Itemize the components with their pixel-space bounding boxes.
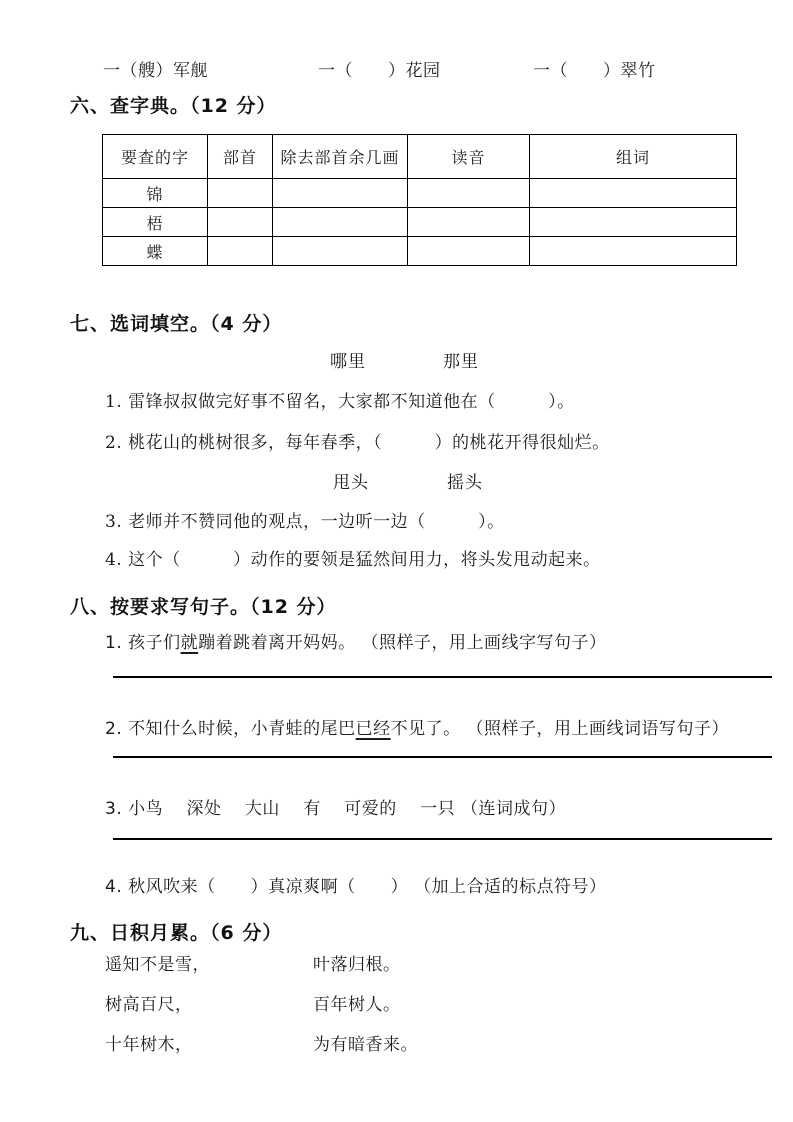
- question-8-3: 3. 小鸟 深处 大山 有 可爱的 一只 （连词成句）: [105, 799, 567, 819]
- answer-cell: [408, 237, 530, 266]
- question-7-4: 4. 这个（ ）动作的要领是猛然间用力，将头发甩动起来。: [105, 550, 601, 570]
- section-seven-heading: 七、选词填空。（4 分）: [70, 313, 283, 335]
- header-radical: 部首: [208, 135, 273, 179]
- poem-line-right-2: 百年树人。: [313, 995, 401, 1015]
- character-cell: 锦: [103, 179, 208, 208]
- question-8-2-post: 不见了。 （照样子，用上画线词语写句子）: [390, 719, 730, 739]
- dictionary-lookup-table: [102, 134, 737, 266]
- character-cell: 蝶: [103, 237, 208, 266]
- answer-cell: [530, 179, 737, 208]
- poem-line-left-2: 树高百尺，: [105, 995, 193, 1015]
- section-six-heading: 六、查字典。（12 分）: [70, 95, 277, 117]
- quantifier-item-garden: 一（ ）花园: [318, 61, 441, 81]
- poem-line-right-3: 为有暗香来。: [313, 1035, 418, 1055]
- quantifier-item-bamboo: 一（ ）翠竹: [533, 61, 656, 81]
- header-remaining-strokes: 除去部首余几画: [273, 135, 408, 179]
- answer-cell: [273, 179, 408, 208]
- question-8-2-pre: 2. 不知什么时候，小青蛙的尾巴: [105, 719, 356, 739]
- word-bank-word-yaotou: 摇头: [447, 473, 483, 493]
- character-cell: 梧: [103, 208, 208, 237]
- poem-line-right-1: 叶落归根。: [313, 955, 401, 975]
- question-8-2-underlined-word: 已经: [355, 719, 391, 739]
- answer-line-3: [113, 838, 772, 840]
- question-8-1-pre: 1. 孩子们: [105, 633, 181, 653]
- poem-line-left-1: 遥知不是雪，: [105, 955, 210, 975]
- answer-cell: [408, 179, 530, 208]
- table-row: [103, 208, 737, 237]
- question-7-3: 3. 老师并不赞同他的观点，一边听一边（ ）。: [105, 512, 505, 532]
- quantifier-item-warship: 一（艘）军舰: [103, 61, 208, 81]
- answer-cell: [273, 208, 408, 237]
- table-row: [103, 237, 737, 266]
- question-7-1: 1. 雷锋叔叔做完好事不留名，大家都不知道他在（ ）。: [105, 392, 575, 412]
- word-bank-word-shuaitou: 甩头: [333, 473, 369, 493]
- header-pronunciation: 读音: [408, 135, 530, 179]
- word-bank-word-nali2: 那里: [443, 352, 479, 372]
- answer-cell: [208, 237, 273, 266]
- header-char-to-lookup: 要查的字: [103, 135, 208, 179]
- answer-cell: [208, 208, 273, 237]
- question-8-1-underlined-word: 就: [180, 633, 199, 653]
- answer-cell: [273, 237, 408, 266]
- answer-line-2: [113, 756, 772, 758]
- header-word-formation: 组词: [530, 135, 737, 179]
- answer-cell: [530, 208, 737, 237]
- answer-cell: [530, 237, 737, 266]
- answer-line-1: [113, 676, 772, 678]
- question-8-1-post: 蹦着跳着离开妈妈。 （照样子，用上画线字写句子）: [198, 633, 607, 653]
- answer-cell: [208, 179, 273, 208]
- question-8-4: 4. 秋风吹来（ ）真凉爽啊（ ） （加上合适的标点符号）: [105, 877, 607, 897]
- question-8-1: [105, 633, 607, 654]
- table-row: [103, 179, 737, 208]
- section-nine-heading: 九、日积月累。（6 分）: [70, 922, 283, 944]
- question-7-2: 2. 桃花山的桃树很多，每年春季，（ ）的桃花开得很灿烂。: [105, 433, 610, 453]
- word-bank-word-nali1: 哪里: [330, 352, 366, 372]
- answer-cell: [408, 208, 530, 237]
- section-eight-heading: 八、按要求写句子。（12 分）: [70, 596, 337, 618]
- table-header-row: [103, 135, 737, 179]
- question-8-2: [105, 719, 729, 740]
- poem-line-left-3: 十年树木，: [105, 1035, 193, 1055]
